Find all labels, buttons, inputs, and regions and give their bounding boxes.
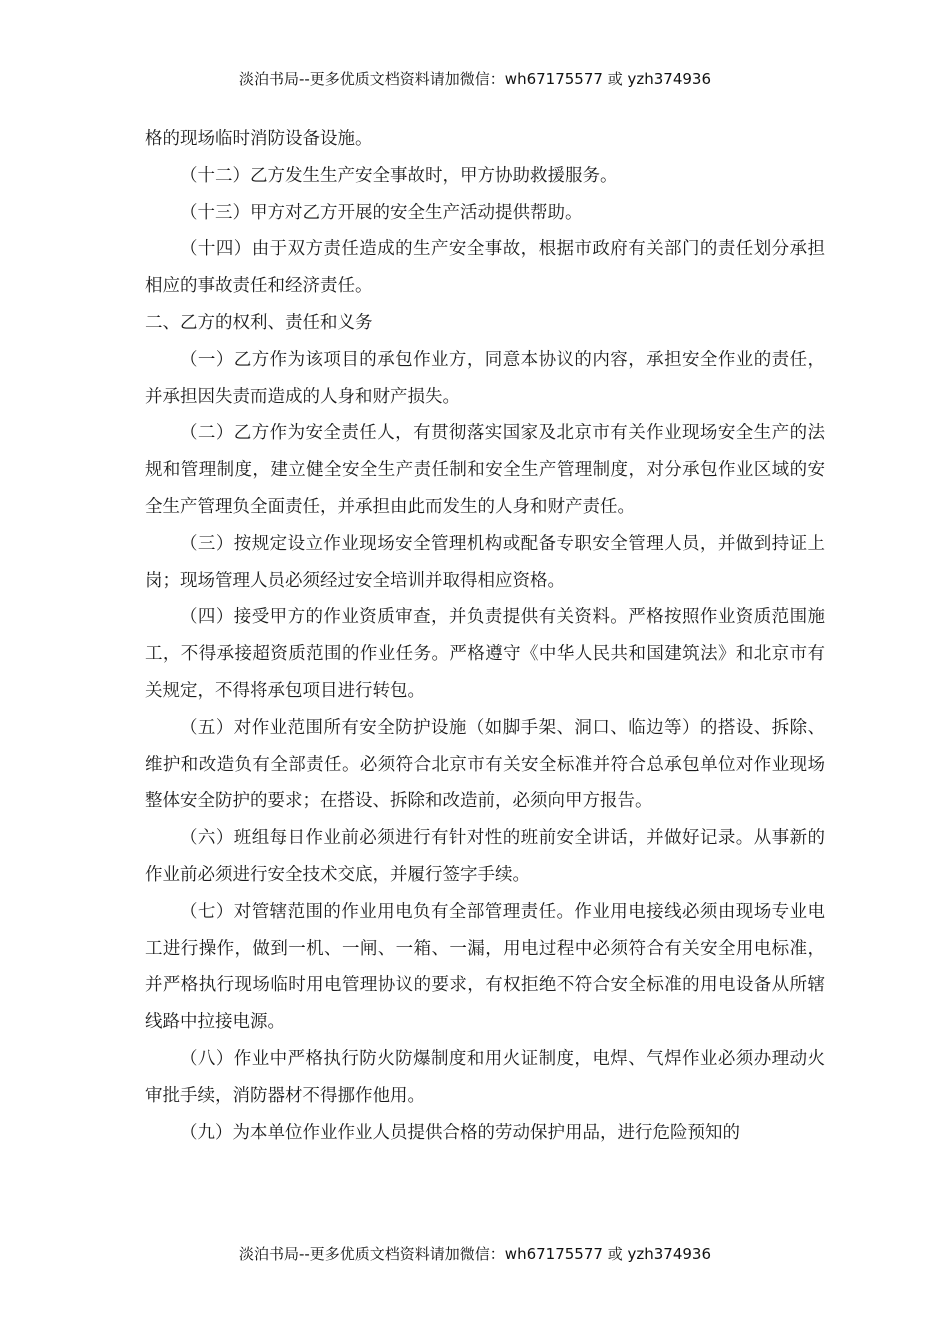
paragraph-3: （十三）甲方对乙方开展的安全生产活动提供帮助。 xyxy=(180,202,583,223)
page-header: 淡泊书局--更多优质文档资料请加微信：wh67175577 或 yzh374936 xyxy=(238,70,711,88)
document-body xyxy=(145,121,825,1151)
paragraph-4: （十四）由于双方责任造成的生产安全事故，根据市政府有关部门的责任划分承担相应的事故责任和经济责任。 xyxy=(145,239,825,297)
paragraph-10: （五）对作业范围所有安全防护设施（如脚手架、洞口、临边等）的搭设、拆除、维护和改造负有全部责任。必须符合北京市有关安全标准并符合总承包单位对作业现场整体安全防护的要求；在搭设、拆除和改造前，必须向甲方报告。 xyxy=(145,717,825,812)
paragraph-8: （三）按规定设立作业现场安全管理机构或配备专职安全管理人员，并做到持证上岗；现场管理人员必须经过安全培训并取得相应资格。 xyxy=(145,533,825,591)
paragraph-9: （四）接受甲方的作业资质审查，并负责提供有关资料。严格按照作业资质范围施工，不得承接超资质范围的作业任务。严格遵守《中华人民共和国建筑法》和北京市有关规定，不得将承包项目进行转包。 xyxy=(145,607,825,701)
paragraph-12: （七）对管辖范围的作业用电负有全部管理责任。作业用电接线必须由现场专业电工进行操作，做到一机、一闸、一箱、一漏，用电过程中必须符合有关安全用电标准，并严格执行现场临时用电管理协议的要求，有权拒绝不符合安全标准的用电设备从所辖线路中拉接电源。 xyxy=(145,901,825,1033)
section-heading: 二、乙方的权利、责任和义务 xyxy=(145,312,373,333)
paragraph-6: （一）乙方作为该项目的承包作业方，同意本协议的内容，承担安全作业的责任，并承担因失责而造成的人身和财产损失。 xyxy=(145,349,825,407)
page-footer: 淡泊书局--更多优质文档资料请加微信：wh67175577 或 yzh374936 xyxy=(238,1245,711,1263)
paragraph-14: （九）为本单位作业作业人员提供合格的劳动保护用品，进行危险预知的 xyxy=(180,1122,740,1143)
paragraph-7: （二）乙方作为安全责任人，有贯彻落实国家及北京市有关作业现场安全生产的法规和管理制度，建立健全安全生产责任制和安全生产管理制度，对分承包作业区域的安全生产管理负全面责任，并承担由此而发生的人身和财产责任。 xyxy=(145,423,825,517)
paragraph-11: （六）班组每日作业前必须进行有针对性的班前安全讲话，并做好记录。从事新的作业前必须进行安全技术交底，并履行签字手续。 xyxy=(145,828,825,885)
paragraph-1: 格的现场临时消防设备设施。 xyxy=(145,129,373,149)
paragraph-2: （十二）乙方发生生产安全事故时，甲方协助救援服务。 xyxy=(180,165,618,186)
paragraph-13: （八）作业中严格执行防火防爆制度和用火证制度，电焊、气焊作业必须办理动火审批手续，消防器材不得挪作他用。 xyxy=(145,1048,825,1106)
